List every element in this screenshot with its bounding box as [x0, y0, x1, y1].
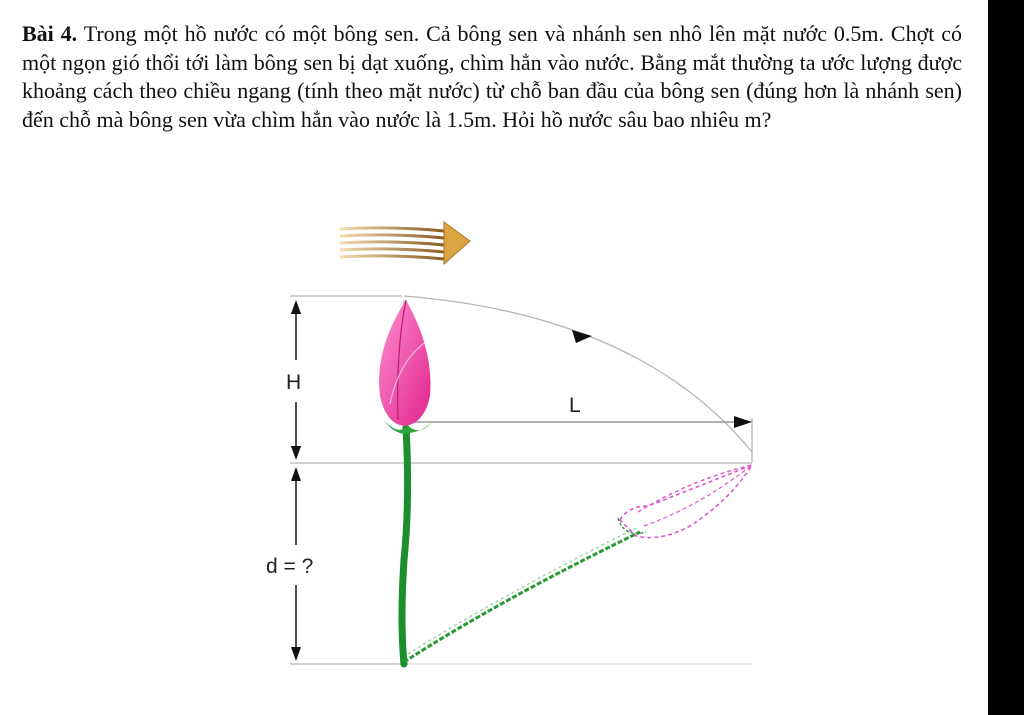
label-d: d = ?	[266, 555, 314, 578]
lotus-stem-bent	[404, 532, 640, 662]
right-black-border	[988, 0, 1024, 715]
label-h: H	[286, 371, 302, 394]
label-l: L	[569, 394, 581, 417]
lotus-flower-upright-icon	[379, 300, 432, 434]
guide-lines	[290, 296, 752, 664]
problem-number: Bài 4.	[22, 21, 78, 46]
problem-text: Trong một hồ nước có một bông sen. Cả bông sen và nhánh sen nhô lên mặt nước 0.5m. Chợt có một ngọn gió thổi tới làm bông sen bị dạt xuống, chìm hẳn vào nước. Bằng mắt thường ta ước lượng được khoảng cách theo chiều ngang (tính theo mặt nước) từ chỗ ban đầu của bông sen (đúng hơn là nhánh sen) đến chỗ mà bông sen vừa chìm hẳn vào nước là 1.5m. Hỏi hồ nước sâu bao nhiêu m?	[22, 21, 962, 132]
wind-arrow-icon	[340, 222, 470, 264]
l-arrow	[404, 416, 752, 428]
arc-arrow-icon	[572, 330, 592, 343]
lotus-flower-bent-icon	[618, 465, 752, 538]
